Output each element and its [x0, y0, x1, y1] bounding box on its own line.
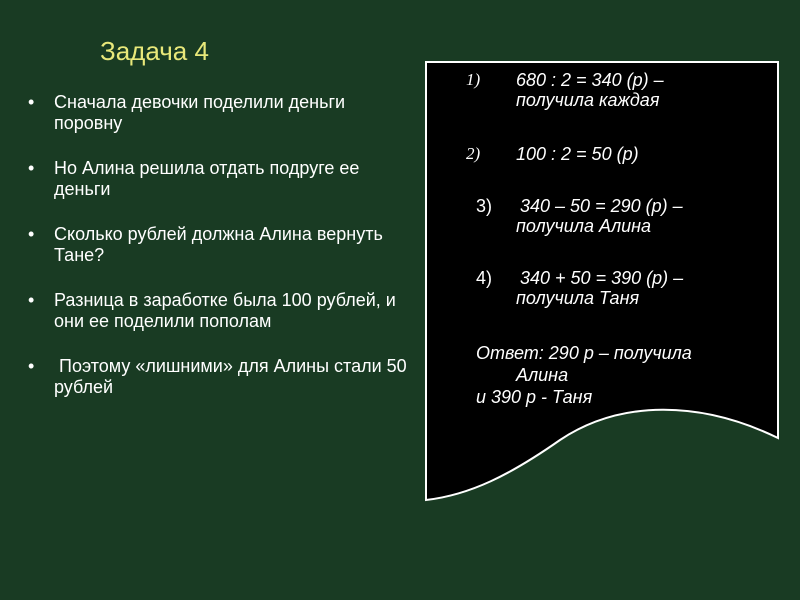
bullet-text: Сколько рублей должна Алина вернуть Тане?	[54, 224, 383, 265]
step-line: 340 – 50 = 290 (р) –	[520, 196, 683, 216]
answer-line: Ответ: 290 р – получила	[476, 343, 692, 363]
bullet-dot-icon: •	[28, 290, 35, 310]
bullet-text: Но Алина решила отдать подруге ее деньги	[54, 158, 360, 199]
answer-line: и 390 р - Таня	[476, 387, 593, 407]
step-line: 100 : 2 = 50 (р)	[516, 144, 639, 164]
step-line: 680 : 2 = 340 (р) –	[516, 70, 664, 90]
step-number: 3)	[476, 196, 493, 216]
slide-title: Задача 4	[100, 36, 209, 66]
bullet-text: Поэтому «лишними» для Алины стали 50 рублей	[54, 356, 412, 397]
step-number: 2)	[466, 144, 481, 163]
bullet-text: Сначала девочки поделили деньги поровну	[54, 92, 346, 133]
bullet-dot-icon: •	[28, 224, 35, 244]
bullet-dot-icon: •	[28, 158, 35, 178]
step-number: 1)	[466, 70, 481, 89]
step-line: получила Алина	[516, 216, 652, 236]
bullet-dot-icon: •	[28, 356, 35, 376]
step-line: 340 + 50 = 390 (р) –	[520, 268, 684, 288]
step-number: 4)	[476, 268, 493, 288]
step-line: получила каждая	[516, 90, 660, 110]
bullet-text: Разница в заработке была 100 рублей, и они ее поделили пополам	[54, 290, 396, 331]
bullet-dot-icon: •	[28, 92, 35, 112]
answer-line: Алина	[516, 365, 569, 385]
step-line: получила Таня	[516, 288, 640, 308]
answer-block	[476, 342, 692, 408]
